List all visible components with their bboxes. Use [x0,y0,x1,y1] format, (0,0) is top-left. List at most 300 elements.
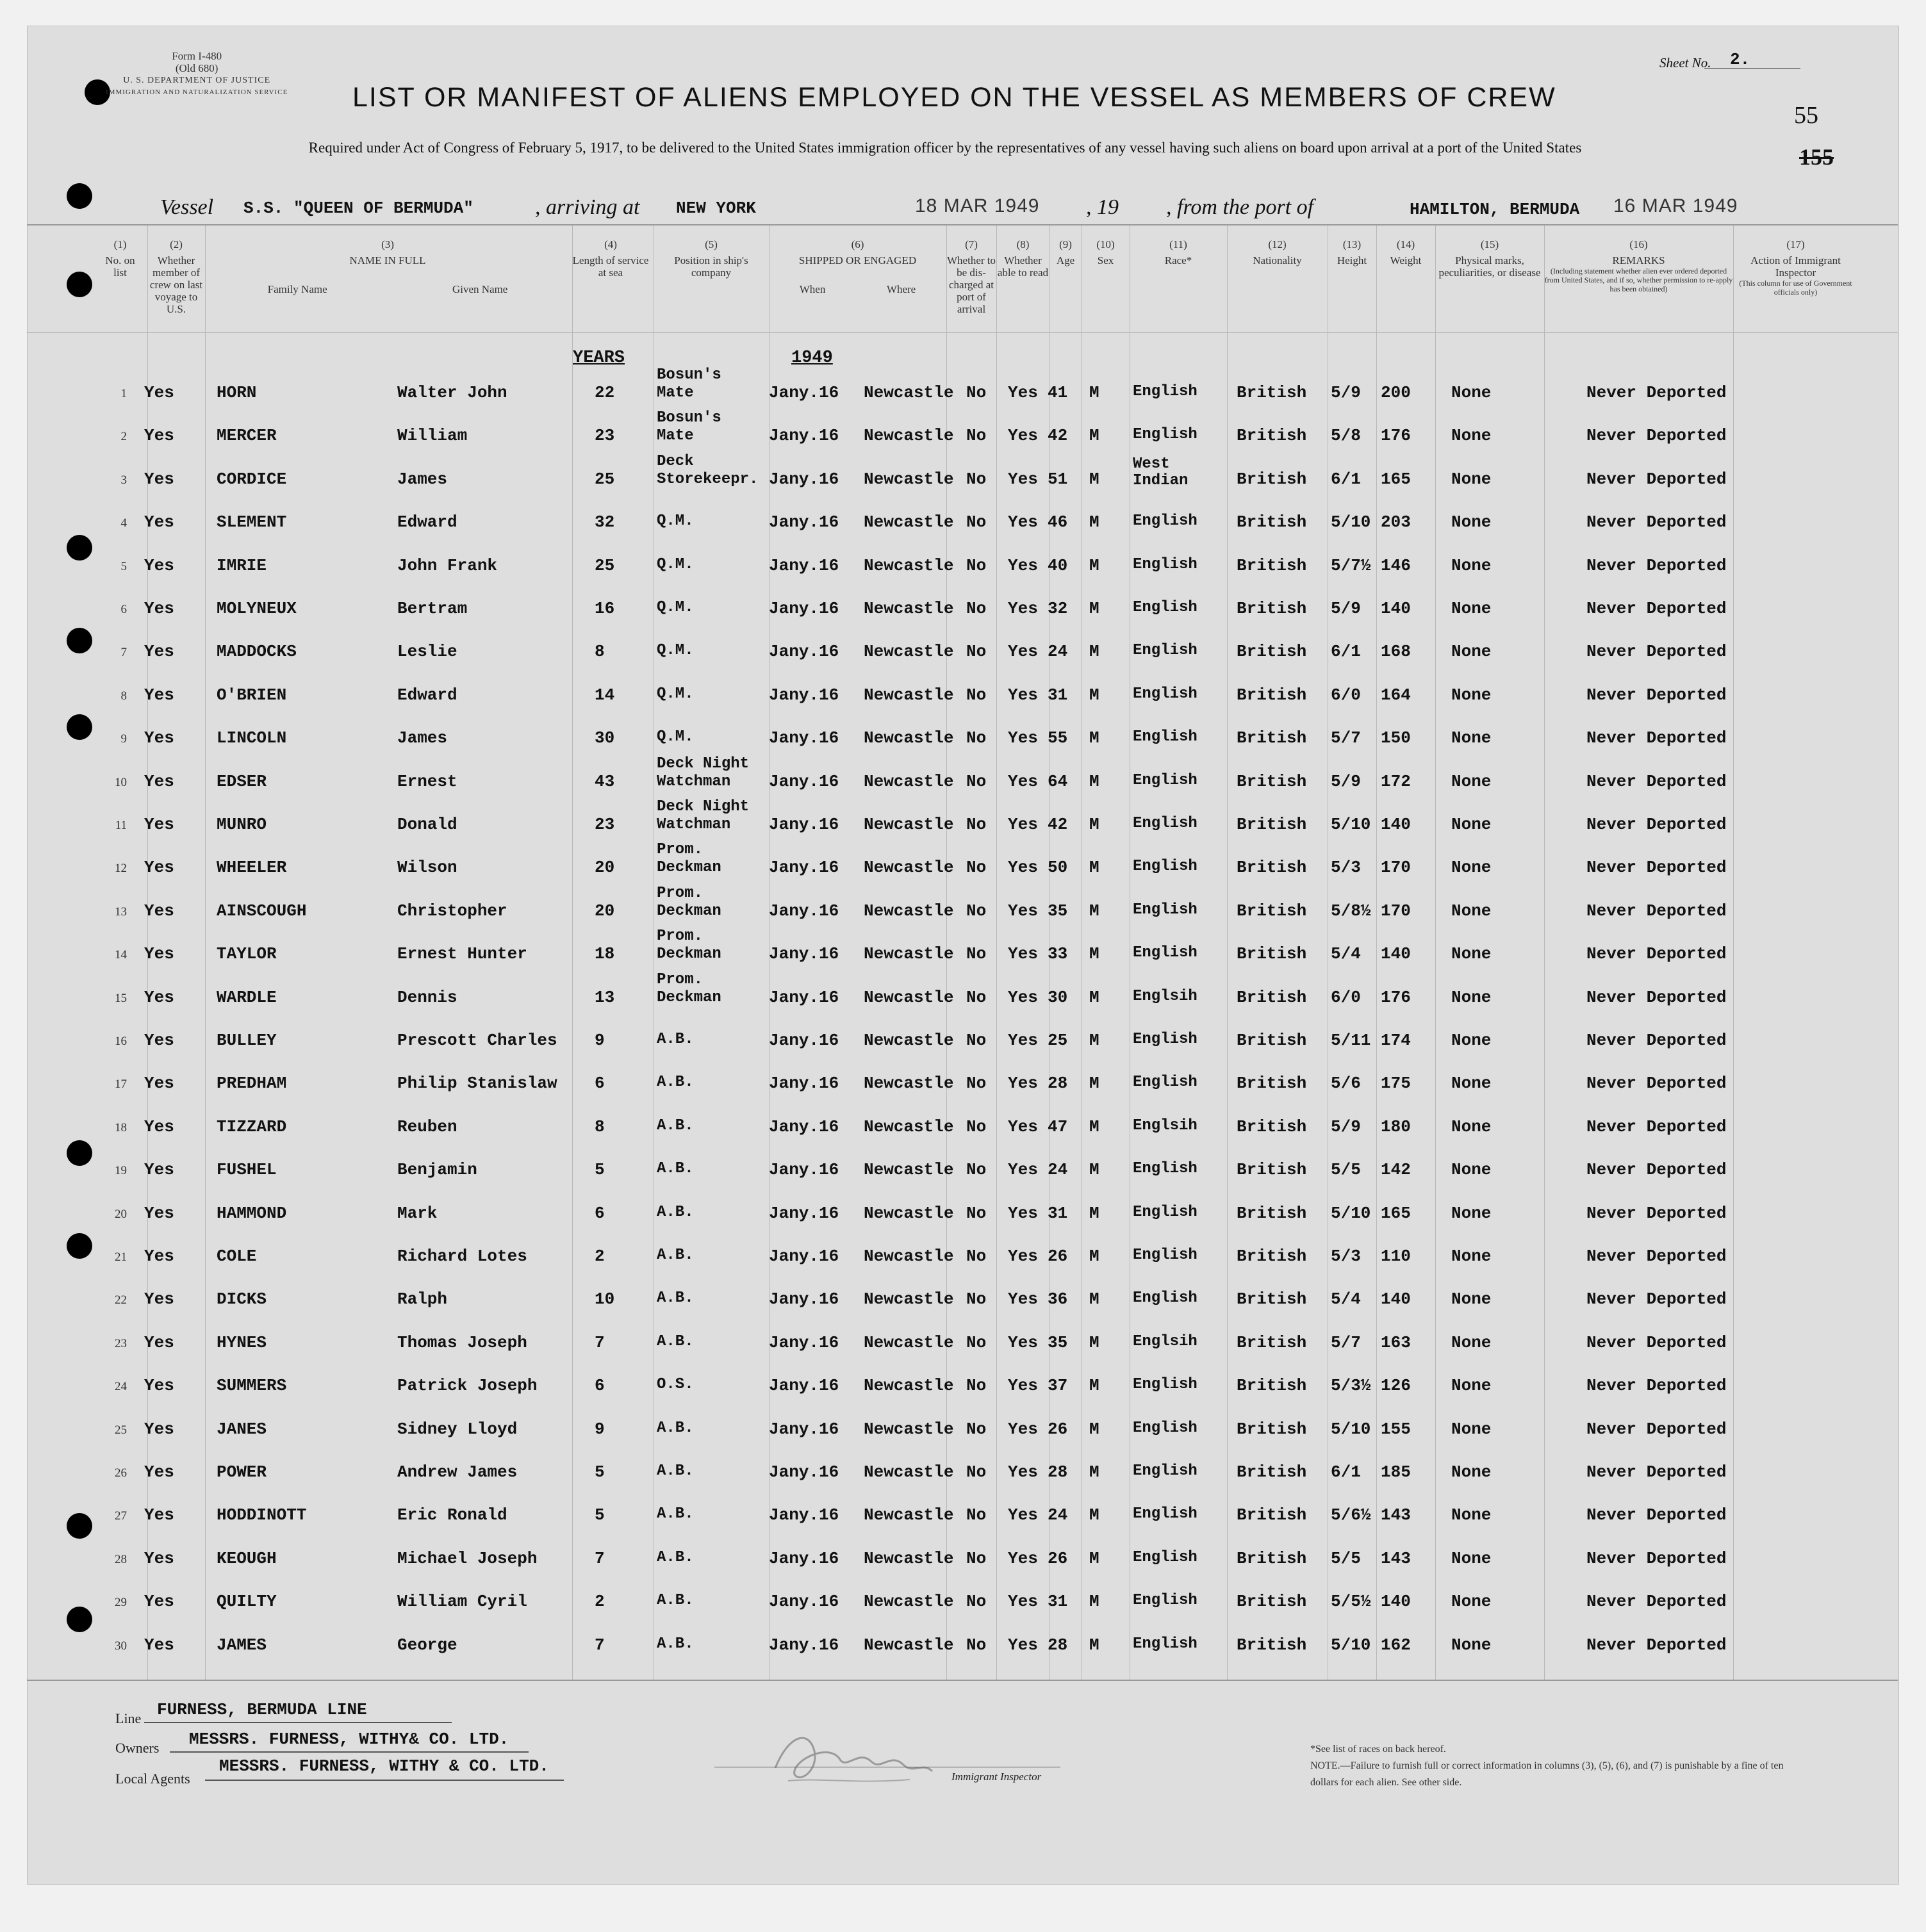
cell-nationality: British [1237,599,1307,618]
cell-given: Edward [397,685,457,705]
cell-height: 5/9 [1331,599,1361,618]
cell-race: English [1133,426,1198,443]
cell-remarks: Never Deported [1586,988,1727,1007]
cell-discharged: No [966,1160,987,1179]
cell-race: English [1133,815,1198,832]
cell-when: Jany.16 [769,1376,839,1395]
cell-when: Jany.16 [769,1289,839,1309]
cell-read: Yes [1008,556,1038,575]
cell-position: A.B. [657,1420,694,1437]
column-label: NAME IN FULL [349,254,426,266]
cell-discharged: No [966,383,987,402]
cell-race: Englsih [1133,1117,1198,1134]
cell-position: Watchman [657,773,731,790]
cell-marks: None [1451,944,1492,963]
cell-given: Reuben [397,1117,457,1136]
cell-given: Bertram [397,599,468,618]
cell-given: Mark [397,1204,438,1223]
cell-crew: Yes [144,901,174,921]
cell-where: Newcastle [864,772,954,791]
row-number: 18 [115,1121,127,1134]
cell-crew: Yes [144,599,174,618]
column-label: Length of service at sea [572,254,649,279]
cell-position: Prom. [657,885,704,902]
cell-service: 5 [595,1160,605,1179]
cell-sex: M [1089,901,1099,921]
cell-when: Jany.16 [769,1031,839,1050]
departure-port: HAMILTON, BERMUDA [1410,200,1580,219]
cell-nationality: British [1237,512,1307,532]
row-number: 14 [115,948,127,962]
cell-age: 26 [1048,1247,1068,1266]
cell-age: 40 [1048,556,1068,575]
cell-where: Newcastle [864,1592,954,1611]
cell-position: Deckman [657,946,721,963]
cell-discharged: No [966,1074,987,1093]
cell-age: 28 [1048,1074,1068,1093]
cell-height: 5/6½ [1331,1505,1371,1525]
cell-marks: None [1451,426,1492,445]
cell-height: 6/1 [1331,470,1361,489]
cell-discharged: No [966,1505,987,1525]
inspector-signature [762,1723,942,1794]
cell-height: 6/1 [1331,642,1361,661]
cell-service: 25 [595,556,615,575]
cell-marks: None [1451,1376,1492,1395]
cell-when: Jany.16 [769,1117,839,1136]
cell-family: MUNRO [217,815,267,834]
cell-when: Jany.16 [769,1549,839,1568]
cell-position: Deckman [657,859,721,876]
cell-where: Newcastle [864,1247,954,1266]
column-header-14 [1376,238,1435,266]
cell-height: 5/9 [1331,383,1361,402]
cell-remarks: Never Deported [1586,1117,1727,1136]
cell-discharged: No [966,1592,987,1611]
cell-height: 5/3½ [1331,1376,1371,1395]
column-rule [1227,225,1228,1680]
cell-where: Newcastle [864,1117,954,1136]
cell-given: Donald [397,815,457,834]
cell-read: Yes [1008,599,1038,618]
column-rule [1733,225,1734,1680]
column-number: (2) [170,238,183,250]
cell-given: Dennis [397,988,457,1007]
cell-family: LINCOLN [217,728,287,748]
cell-where: Newcastle [864,1031,954,1050]
arrival-date-stamp: 18 MAR 1949 [915,195,1040,217]
cell-height: 5/11 [1331,1031,1371,1050]
cell-family: KEOUGH [217,1549,277,1568]
cell-remarks: Never Deported [1586,556,1727,575]
cell-family: CORDICE [217,470,287,489]
cell-position: O.S. [657,1376,694,1393]
cell-when: Jany.16 [769,1420,839,1439]
column-header-6 [769,238,946,295]
column-header-9 [1049,238,1082,266]
cell-marks: None [1451,728,1492,748]
cell-nationality: British [1237,815,1307,834]
cell-family: QUILTY [217,1592,277,1611]
cell-crew: Yes [144,1289,174,1309]
cell-crew: Yes [144,1117,174,1136]
cell-age: 50 [1048,858,1068,877]
header-rule-top [27,224,1898,225]
cell-crew: Yes [144,728,174,748]
cell-family: JAMES [217,1635,267,1655]
form-number: Form I-480 [172,50,222,62]
cell-marks: None [1451,556,1492,575]
cell-marks: None [1451,1462,1492,1482]
vessel-label: Vessel [160,195,214,219]
row-number: 7 [120,646,127,659]
column-number: (16) [1629,238,1648,250]
cell-family: MERCER [217,426,277,445]
cell-service: 5 [595,1462,605,1482]
column-rule [205,225,206,1680]
cell-position: Mate [657,384,694,402]
cell-where: Newcastle [864,642,954,661]
line-name: FURNESS, BERMUDA LINE [157,1700,367,1719]
cell-given: Benjamin [397,1160,477,1179]
cell-weight: 126 [1381,1376,1411,1395]
cell-nationality: British [1237,728,1307,748]
cell-when: Jany.16 [769,642,839,661]
departure-date-stamp: 16 MAR 1949 [1613,195,1738,217]
cell-read: Yes [1008,988,1038,1007]
column-header-12 [1227,238,1328,266]
cell-weight: 185 [1381,1462,1411,1482]
cell-crew: Yes [144,1333,174,1352]
cell-when: Jany.16 [769,944,839,963]
column-header-2 [147,238,205,315]
cell-given: John Frank [397,556,498,575]
cell-where: Newcastle [864,1204,954,1223]
cell-position: A.B. [657,1031,694,1048]
column-subheader: When [799,283,826,295]
cell-given: William Cyril [397,1592,527,1611]
cell-where: Newcastle [864,858,954,877]
cell-position: A.B. [657,1117,694,1134]
row-number: 6 [120,603,127,616]
cell-weight: 176 [1381,426,1411,445]
cell-race: English [1133,1592,1198,1609]
cell-when: Jany.16 [769,1160,839,1179]
cell-read: Yes [1008,1592,1038,1611]
cell-age: 47 [1048,1117,1068,1136]
cell-race: West [1133,455,1170,473]
cell-age: 41 [1048,383,1068,402]
cell-race: English [1133,901,1198,919]
cell-position: A.B. [657,1549,694,1566]
cell-weight: 143 [1381,1505,1411,1525]
cell-sex: M [1089,1549,1099,1568]
cell-sex: M [1089,426,1099,445]
column-header-11 [1130,238,1227,266]
cell-read: Yes [1008,1333,1038,1352]
cell-family: EDSER [217,772,267,791]
column-header-13 [1328,238,1376,266]
column-label: SHIPPED OR ENGAGED [798,254,917,266]
cell-position: Q.M. [657,685,694,703]
form-old-number: (Old 680) [175,62,218,74]
column-rule [1376,225,1377,1680]
cell-marks: None [1451,1074,1492,1093]
cell-read: Yes [1008,1376,1038,1395]
column-label: Height [1337,254,1367,266]
column-number: (6) [851,238,864,250]
row-number: 3 [120,473,127,487]
cell-discharged: No [966,1247,987,1266]
cell-service: 25 [595,470,615,489]
cell-discharged: No [966,901,987,921]
cell-when: Jany.16 [769,1204,839,1223]
cell-where: Newcastle [864,556,954,575]
cell-when: Jany.16 [769,1333,839,1352]
cell-nationality: British [1237,642,1307,661]
cell-height: 5/5 [1331,1549,1361,1568]
cell-remarks: Never Deported [1586,383,1727,402]
cell-remarks: Never Deported [1586,1462,1727,1482]
cell-age: 42 [1048,815,1068,834]
cell-sex: M [1089,728,1099,748]
cell-family: MADDOCKS [217,642,297,661]
cell-marks: None [1451,901,1492,921]
cell-discharged: No [966,1333,987,1352]
cell-where: Newcastle [864,1289,954,1309]
cell-position: A.B. [657,1289,694,1307]
cell-marks: None [1451,815,1492,834]
cell-remarks: Never Deported [1586,642,1727,661]
cell-height: 5/7 [1331,1333,1361,1352]
cell-discharged: No [966,1635,987,1655]
cell-age: 26 [1048,1549,1068,1568]
cell-height: 5/7½ [1331,556,1371,575]
column-label: REMARKS [1612,254,1665,266]
column-number: (5) [705,238,718,250]
cell-weight: 140 [1381,944,1411,963]
cell-position: Watchman [657,816,731,833]
local-agents-name: MESSRS. FURNESS, WITHY & CO. LTD. [219,1756,549,1776]
cell-position: Bosun's [657,409,721,427]
cell-where: Newcastle [864,426,954,445]
cell-race: English [1133,1549,1198,1566]
row-number: 24 [115,1380,127,1393]
races-note: *See list of races on back hereof. [1310,1744,1446,1755]
cell-sex: M [1089,1160,1099,1179]
cell-where: Newcastle [864,599,954,618]
cell-read: Yes [1008,1247,1038,1266]
cell-discharged: No [966,426,987,445]
cell-family: WHEELER [217,858,287,877]
owners-label: Owners [115,1740,160,1756]
arrival-port: NEW YORK [676,199,756,218]
service-name: IMMIGRATION AND NATURALIZATION SERVICE [106,88,288,96]
cell-weight: 140 [1381,1289,1411,1309]
cell-age: 46 [1048,512,1068,532]
cell-crew: Yes [144,858,174,877]
cell-age: 37 [1048,1376,1068,1395]
cell-read: Yes [1008,1420,1038,1439]
cell-discharged: No [966,988,987,1007]
cell-remarks: Never Deported [1586,858,1727,877]
column-number: (11) [1169,238,1187,250]
column-rule [996,225,997,1680]
cell-discharged: No [966,512,987,532]
cell-sex: M [1089,1333,1099,1352]
cell-position: Q.M. [657,642,694,659]
cell-age: 31 [1048,1592,1068,1611]
struck-folio-number: 155 [1799,144,1834,170]
cell-marks: None [1451,1333,1492,1352]
column-number: (15) [1480,238,1499,250]
cell-marks: None [1451,470,1492,489]
cell-marks: None [1451,383,1492,402]
cell-weight: 146 [1381,556,1411,575]
cell-weight: 164 [1381,685,1411,705]
cell-position: Q.M. [657,599,694,616]
row-number: 29 [115,1596,127,1609]
owners-name: MESSRS. FURNESS, WITHY& CO. LTD. [189,1730,509,1749]
cell-marks: None [1451,1592,1492,1611]
column-header-5 [654,238,769,279]
cell-read: Yes [1008,685,1038,705]
cell-where: Newcastle [864,988,954,1007]
sheet-label: Sheet No. [1659,55,1711,70]
cell-position: Q.M. [657,512,694,530]
cell-age: 51 [1048,470,1068,489]
cell-when: Jany.16 [769,1592,839,1611]
column-number: (7) [965,238,978,250]
cell-given: James [397,470,448,489]
cell-weight: 163 [1381,1333,1411,1352]
cell-family: BULLEY [217,1031,277,1050]
cell-when: Jany.16 [769,858,839,877]
form-identifier [106,50,288,99]
cell-family: TIZZARD [217,1117,287,1136]
cell-sex: M [1089,1289,1099,1309]
cell-race: English [1133,1635,1198,1653]
cell-remarks: Never Deported [1586,470,1727,489]
cell-where: Newcastle [864,728,954,748]
punch-hole [67,1513,92,1539]
cell-service: 10 [595,1289,615,1309]
cell-race: English [1133,642,1198,659]
cell-service: 13 [595,988,615,1007]
cell-race: English [1133,858,1198,875]
cell-nationality: British [1237,1549,1307,1568]
penalty-note: NOTE.—Failure to furnish full or correct information in columns (3), (5), (6), and (7) is punishable by a fine of ten dollars for each alien. See other side. [1310,1760,1784,1788]
cell-family: SLEMENT [217,512,287,532]
cell-height: 5/9 [1331,772,1361,791]
cell-position: Bosun's [657,366,721,384]
cell-remarks: Never Deported [1586,1505,1727,1525]
cell-read: Yes [1008,1549,1038,1568]
cell-service: 2 [595,1592,605,1611]
cell-nationality: British [1237,1376,1307,1395]
column-label: Sex [1097,254,1114,266]
cell-age: 24 [1048,642,1068,661]
cell-weight: 176 [1381,988,1411,1007]
cell-read: Yes [1008,944,1038,963]
cell-family: AINSCOUGH [217,901,307,921]
cell-read: Yes [1008,1074,1038,1093]
cell-discharged: No [966,772,987,791]
punch-hole [67,1607,92,1632]
row-number: 9 [120,732,127,746]
column-number: (8) [1016,238,1030,250]
cell-marks: None [1451,1289,1492,1309]
cell-read: Yes [1008,642,1038,661]
cell-race: English [1133,383,1198,400]
row-number: 12 [115,862,127,875]
column-label: Race* [1164,254,1192,266]
column-number: (13) [1342,238,1362,250]
cell-where: Newcastle [864,1549,954,1568]
cell-discharged: No [966,685,987,705]
cell-service: 32 [595,512,615,532]
cell-position: Deck [657,453,694,470]
column-label: Whether able to read [997,254,1049,279]
cell-age: 33 [1048,944,1068,963]
cell-age: 32 [1048,599,1068,618]
cell-read: Yes [1008,728,1038,748]
cell-discharged: No [966,1204,987,1223]
row-number: 21 [115,1250,127,1264]
cell-crew: Yes [144,1376,174,1395]
column-header-1 [103,238,138,279]
cell-where: Newcastle [864,1420,954,1439]
cell-weight: 170 [1381,858,1411,877]
cell-weight: 180 [1381,1117,1411,1136]
cell-marks: None [1451,1420,1492,1439]
cell-when: Jany.16 [769,426,839,445]
cell-discharged: No [966,728,987,748]
cell-crew: Yes [144,556,174,575]
cell-family: HYNES [217,1333,267,1352]
cell-service: 6 [595,1204,605,1223]
cell-read: Yes [1008,901,1038,921]
cell-crew: Yes [144,1160,174,1179]
cell-marks: None [1451,685,1492,705]
cell-position: Deck Night [657,798,750,815]
cell-remarks: Never Deported [1586,599,1727,618]
cell-given: Sidney Lloyd [397,1420,518,1439]
cell-weight: 170 [1381,901,1411,921]
cell-marks: None [1451,1247,1492,1266]
column-label: Whether to be dis-charged at port of arrival [947,254,996,315]
cell-sex: M [1089,1117,1099,1136]
cell-nationality: British [1237,1592,1307,1611]
cell-discharged: No [966,470,987,489]
cell-family: PREDHAM [217,1074,287,1093]
cell-remarks: Never Deported [1586,685,1727,705]
cell-weight: 172 [1381,772,1411,791]
row-number: 17 [115,1077,127,1091]
cell-height: 5/3 [1331,1247,1361,1266]
cell-weight: 110 [1381,1247,1411,1266]
cell-read: Yes [1008,1635,1038,1655]
cell-when: Jany.16 [769,772,839,791]
cell-height: 5/5½ [1331,1592,1371,1611]
cell-where: Newcastle [864,901,954,921]
cell-height: 5/8 [1331,426,1361,445]
cell-family: WARDLE [217,988,277,1007]
cell-crew: Yes [144,772,174,791]
cell-service: 7 [595,1549,605,1568]
cell-crew: Yes [144,470,174,489]
line-underline [144,1722,452,1723]
